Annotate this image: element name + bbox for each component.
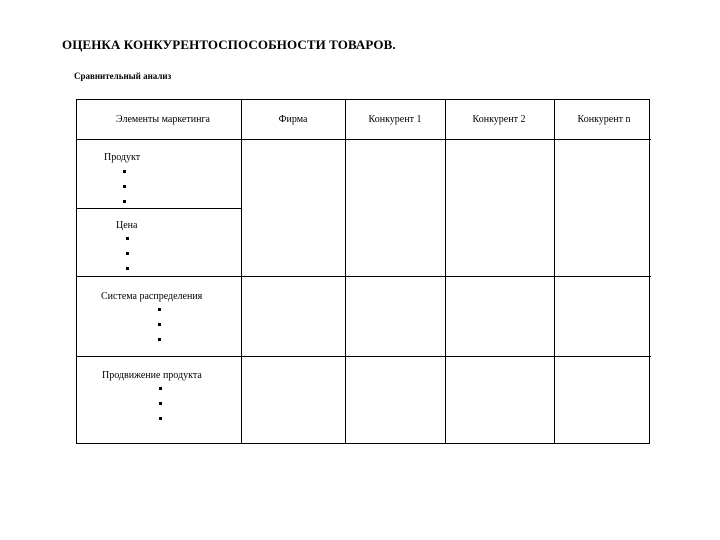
list-item: [123, 195, 140, 210]
row-price: [116, 220, 137, 277]
bullet-list: [123, 165, 140, 210]
row-label-distribution: Система распределения: [101, 291, 203, 302]
row-product: [104, 152, 140, 210]
column-divider: [345, 100, 346, 443]
header-competitor-n: Конкурент n: [577, 114, 631, 125]
bullet-list: [158, 303, 202, 348]
header-competitor-1: Конкурент 1: [368, 114, 422, 125]
bullet-list: [126, 232, 137, 277]
column-divider: [241, 100, 242, 443]
list-item: [126, 262, 137, 277]
page-subtitle: Сравнительный анализ: [74, 71, 172, 81]
header-firm: Фирма: [278, 114, 308, 125]
list-item: [159, 397, 202, 412]
header-marketing-elements: Элементы маркетинга: [116, 114, 210, 125]
list-item: [158, 318, 202, 333]
row-label-promotion: Продвижение продукта: [102, 370, 202, 381]
page-title: ОЦЕНКА КОНКУРЕНТОСПОСОБНОСТИ ТОВАРОВ.: [62, 37, 396, 52]
header-competitor-2: Конкурент 2: [472, 114, 526, 125]
row-divider: [77, 139, 651, 140]
bullet-list: [159, 382, 202, 427]
list-item: [158, 333, 202, 348]
row-label-price: Цена: [116, 220, 138, 231]
row-divider: [77, 356, 651, 357]
list-item: [159, 382, 202, 397]
list-item: [126, 232, 137, 247]
list-item: [126, 247, 137, 262]
row-distribution: [101, 291, 202, 348]
list-item: [158, 303, 202, 318]
list-item: [159, 412, 202, 427]
list-item: [123, 165, 140, 180]
column-divider: [445, 100, 446, 443]
list-item: [123, 180, 140, 195]
comparison-table: [76, 99, 650, 444]
row-promotion: [102, 370, 202, 427]
column-divider: [554, 100, 555, 443]
row-divider: [77, 208, 241, 209]
row-divider: [77, 276, 651, 277]
row-label-product: Продукт: [104, 152, 141, 163]
